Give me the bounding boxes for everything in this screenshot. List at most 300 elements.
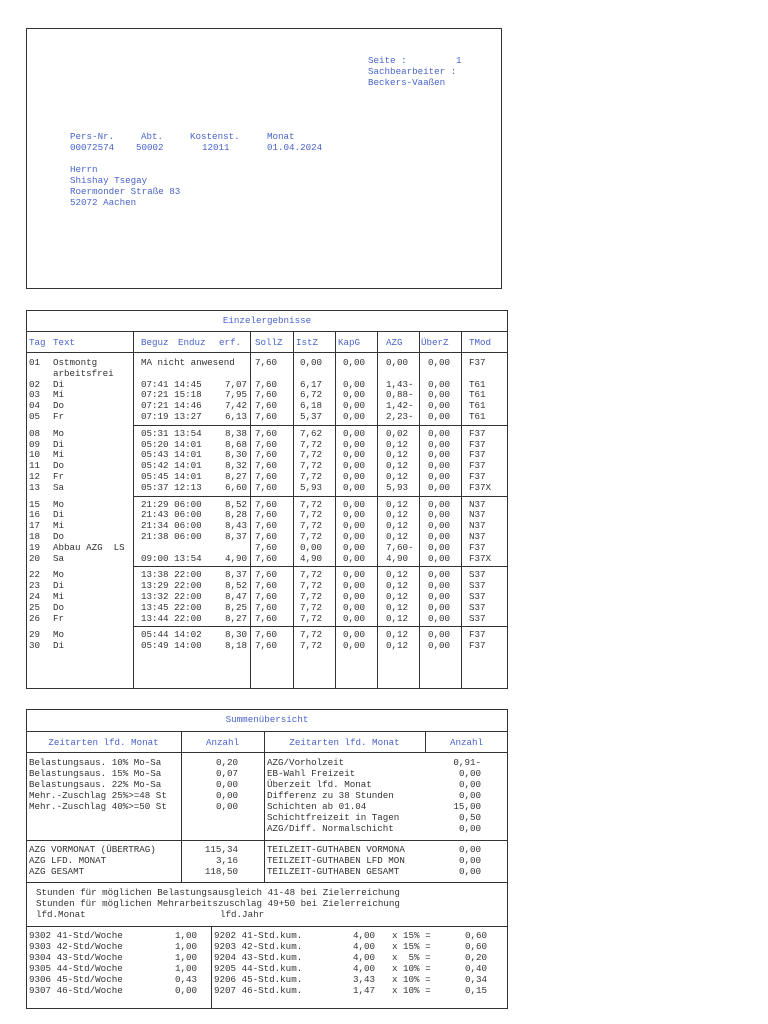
row-uberz: 0,00: [428, 569, 451, 581]
row-tag: 26: [29, 612, 41, 624]
row-sollz: 7,60: [255, 640, 278, 652]
row-sollz: 7,60: [255, 569, 278, 581]
row-tmod: F37: [469, 541, 486, 553]
row-uberz: 0,00: [428, 531, 451, 542]
summe-label: Schichtfreizeit in Tagen: [267, 812, 400, 823]
row-times: 05:49 14:00: [141, 640, 202, 652]
row-text: Sa: [53, 552, 65, 564]
row-erf: 4,90: [224, 552, 247, 564]
row-uberz: 0,00: [428, 591, 451, 602]
row-kapg: 0,00: [343, 460, 366, 472]
row-erf: 7,07: [224, 378, 247, 390]
row-erf: 8,30: [224, 449, 247, 461]
row-uberz: 0,00: [428, 427, 451, 439]
row-uberz: 0,00: [428, 629, 451, 641]
row-erf: 8,18: [224, 640, 247, 652]
row-kapg: 0,00: [343, 438, 366, 450]
row-tmod: S37: [469, 591, 486, 602]
row-sollz: 7,60: [255, 438, 278, 450]
row-erf: 8,25: [224, 601, 247, 613]
row-text: Di: [53, 438, 65, 450]
header-zeitarten-right: Zeitarten lfd. Monat: [289, 737, 400, 748]
teilzeit-label: TEILZEIT-GUTHABEN VORMONA: [267, 844, 405, 855]
stunden-value: 1,00: [174, 963, 197, 974]
teilzeit-value: 0,00: [458, 855, 481, 866]
summe-value: 0,00: [458, 823, 481, 834]
row-sollz: 7,60: [255, 498, 278, 510]
stunden-result: 0,20: [464, 952, 487, 963]
row-text: Mo: [53, 498, 65, 510]
row-tmod: S37: [469, 601, 486, 613]
summe-label: Differenz zu 38 Stunden: [267, 790, 394, 801]
col-header-kapg: KapG: [338, 337, 361, 348]
row-tmod: F37: [469, 629, 486, 641]
row-sollz: 7,60: [255, 541, 278, 553]
row-text: Do: [53, 400, 65, 412]
row-sollz: 7,60: [255, 460, 278, 472]
row-kapg: 0,00: [343, 591, 366, 602]
summe-label: Belastungsaus. 15% Mo-Sa: [29, 768, 162, 779]
note-line: Stunden für möglichen Belastungsausgleich 41-48 bei Zielerreichung: [36, 887, 400, 898]
row-tag: 05: [29, 411, 41, 422]
row-azg: 7,60-: [386, 541, 414, 553]
row-sollz: 7,60: [255, 427, 278, 439]
row-kapg: 0,00: [343, 498, 366, 510]
row-tag: 02: [29, 378, 41, 390]
kostenst-label: Kostenst.: [190, 131, 240, 142]
col-header-beguz: Beguz: [141, 337, 169, 348]
row-uberz: 0,00: [428, 552, 451, 564]
row-tag: 12: [29, 471, 41, 482]
summe-value: 0,00: [215, 801, 238, 812]
row-erf: 8,43: [224, 520, 247, 532]
row-azg: 0,12: [386, 449, 409, 461]
col-header-sollz: SollZ: [255, 337, 283, 348]
abt-value: 50002: [136, 142, 164, 153]
row-erf: 8,32: [224, 460, 247, 472]
row-text: Do: [53, 601, 65, 613]
row-uberz: 0,00: [428, 601, 451, 613]
address-line: 52072 Aachen: [70, 197, 137, 208]
row-tmod: T61: [469, 400, 486, 412]
row-times: 07:41 14:45: [141, 378, 202, 390]
row-tmod: F37: [469, 357, 486, 368]
row-times: 13:38 22:00: [141, 569, 202, 581]
row-kapg: 0,00: [343, 481, 366, 493]
monat-value: 01.04.2024: [267, 142, 323, 153]
address-line: Shishay Tsegay: [70, 175, 148, 186]
stunden-kum-code: 9202 41-Std.kum.: [214, 930, 303, 941]
stunden-result: 0,40: [464, 963, 487, 974]
stunden-pct: x 10% =: [392, 963, 431, 974]
row-erf: 8,28: [224, 509, 247, 521]
azg-label: AZG VORMONAT (ÜBERTRAG): [29, 844, 156, 855]
row-erf: 8,68: [224, 438, 247, 450]
row-tag: 22: [29, 569, 41, 581]
row-times: 09:00 13:54: [141, 552, 202, 564]
row-istz: 4,90: [300, 552, 323, 564]
col-header-text: Text: [53, 337, 76, 348]
stunden-code: 9307 46-Std/Woche: [29, 985, 123, 996]
row-tag: 01: [29, 357, 41, 368]
col-header-uberz: ÜberZ: [421, 337, 449, 348]
einzelergebnisse-title: Einzelergebnisse: [222, 315, 312, 326]
azg-label: AZG GESAMT: [29, 866, 85, 877]
stunden-value: 1,00: [174, 952, 197, 963]
row-istz: 6,17: [300, 378, 323, 390]
kostenst-value: 12011: [202, 142, 230, 153]
row-sollz: 7,60: [255, 531, 278, 542]
row-times: 05:37 12:13: [141, 481, 202, 493]
col-header-enduz: Enduz: [178, 337, 206, 348]
col-header-tmod: TMod: [469, 337, 492, 348]
summe-label: Mehr.-Zuschlag 40%>=50 St: [29, 801, 167, 812]
row-sollz: 7,60: [255, 552, 278, 564]
row-text: Sa: [53, 481, 65, 493]
summe-label: EB-Wahl Freizeit: [267, 768, 356, 779]
row-erf: 8,37: [224, 569, 247, 581]
stunden-kum-value: 1,47: [352, 985, 375, 996]
row-tag: 09: [29, 438, 41, 450]
stunden-kum-code: 9206 45-Std.kum.: [214, 974, 303, 985]
summe-value: 0,00: [215, 779, 238, 790]
summe-label: Schichten ab 01.04: [267, 801, 367, 812]
row-azg: 0,12: [386, 520, 409, 532]
teilzeit-value: 0,00: [458, 844, 481, 855]
row-azg: 0,12: [386, 569, 409, 581]
row-kapg: 0,00: [343, 580, 366, 592]
col-header-azg: AZG: [386, 337, 403, 348]
monat-label: Monat: [267, 131, 295, 142]
row-azg: 0,12: [386, 612, 409, 624]
row-tag: 11: [29, 460, 41, 472]
row-tag: 23: [29, 580, 41, 592]
row-azg: 0,12: [386, 601, 409, 613]
row-azg: 0,88-: [386, 389, 414, 401]
stunden-kum-code: 9203 42-Std.kum.: [214, 941, 303, 952]
row-times: 05:44 14:02: [141, 629, 202, 641]
stunden-kum-value: 3,43: [352, 974, 375, 985]
col-header-erf: erf.: [219, 337, 242, 348]
row-istz: 7,72: [300, 471, 323, 482]
row-istz: 7,72: [300, 460, 323, 472]
summe-label: Belastungsaus. 22% Mo-Sa: [29, 779, 162, 790]
row-uberz: 0,00: [428, 460, 451, 472]
summe-value: 0,00: [458, 768, 481, 779]
row-tmod: F37X: [469, 552, 492, 564]
summe-label: Belastungsaus. 10% Mo-Sa: [29, 757, 162, 768]
stunden-pct: x 10% =: [392, 974, 431, 985]
stunden-kum-value: 4,00: [352, 941, 375, 952]
pers-nr-label: Pers-Nr.: [70, 131, 115, 142]
azg-value: 115,34: [204, 844, 238, 855]
row-tag: 04: [29, 400, 41, 412]
stunden-pct: x 15% =: [392, 941, 431, 952]
row-erf: 8,27: [224, 471, 247, 482]
stunden-code: 9306 45-Std/Woche: [29, 974, 123, 985]
row-times: 21:34 06:00: [141, 520, 202, 532]
stunden-kum-value: 4,00: [352, 930, 375, 941]
row-text: Mi: [53, 389, 65, 401]
row-text: Di: [53, 640, 65, 652]
row-kapg: 0,00: [343, 378, 366, 390]
row-uberz: 0,00: [428, 438, 451, 450]
row-erf: 8,37: [224, 531, 247, 542]
row-kapg: 0,00: [343, 471, 366, 482]
stunden-pct: x 10% =: [392, 985, 431, 996]
row-istz: 7,72: [300, 591, 323, 602]
stunden-value: 1,00: [174, 941, 197, 952]
row-tag: 24: [29, 591, 41, 602]
summenuebersicht-title: Summenübersicht: [225, 714, 309, 725]
row-kapg: 0,00: [343, 400, 366, 412]
row-istz: 7,72: [300, 580, 323, 592]
summe-value: 0,91-: [453, 757, 481, 768]
row-times: 05:45 14:01: [141, 471, 202, 482]
row-istz: 7,72: [300, 531, 323, 542]
stunden-kum-value: 4,00: [352, 963, 375, 974]
row-tag: 18: [29, 531, 41, 542]
row-times: 21:29 06:00: [141, 498, 202, 510]
row-sollz: 7,60: [255, 389, 278, 401]
row-tag: 19: [29, 541, 41, 553]
row-azg: 0,02: [386, 427, 409, 439]
row-azg: 0,12: [386, 460, 409, 472]
row-azg: 1,43-: [386, 378, 414, 390]
summe-value: 0,07: [215, 768, 238, 779]
row-tmod: T61: [469, 378, 486, 390]
row-tmod: F37: [469, 427, 486, 439]
azg-value: 118,50: [204, 866, 238, 877]
row-azg: 2,23-: [386, 411, 414, 422]
row-tmod: F37: [469, 449, 486, 461]
row-tag: 30: [29, 640, 41, 652]
row-uberz: 0,00: [428, 449, 451, 461]
col-header-istz: IstZ: [296, 337, 319, 348]
row-azg: 0,12: [386, 580, 409, 592]
row-uberz: 0,00: [428, 640, 451, 652]
row-sollz: 7,60: [255, 378, 278, 390]
row-tmod: N37: [469, 531, 486, 542]
row-sollz: 7,60: [255, 580, 278, 592]
row-azg: 0,12: [386, 591, 409, 602]
stunden-result: 0,60: [464, 930, 487, 941]
row-istz: 7,72: [300, 612, 323, 624]
row-uberz: 0,00: [428, 411, 451, 422]
stunden-kum-code: 9207 46-Std.kum.: [214, 985, 303, 996]
row-azg: 0,12: [386, 640, 409, 652]
row-times: 13:45 22:00: [141, 601, 202, 613]
stunden-pct: x 5% =: [392, 952, 431, 963]
stunden-kum-code: 9204 43-Std.kum.: [214, 952, 303, 963]
seite-label: Seite :: [368, 55, 407, 66]
row-erf: 8,38: [224, 427, 247, 439]
row-uberz: 0,00: [428, 520, 451, 532]
azg-value: 3,16: [215, 855, 238, 866]
row-azg: 0,12: [386, 498, 409, 510]
row-times: 13:32 22:00: [141, 591, 202, 602]
row-istz: 7,72: [300, 438, 323, 450]
row-sollz: 7,60: [255, 449, 278, 461]
row-istz: 7,72: [300, 640, 323, 652]
lfd-jahr-label: lfd.Jahr: [220, 909, 265, 920]
row-times: 05:43 14:01: [141, 449, 202, 461]
row-text: Fr: [53, 612, 65, 624]
address-line: Herrn: [70, 164, 98, 175]
row-tag: 17: [29, 520, 41, 532]
row-uberz: 0,00: [428, 357, 451, 368]
row-times: 21:38 06:00: [141, 531, 202, 542]
row-text: Mo: [53, 427, 65, 439]
row-tmod: S37: [469, 580, 486, 592]
row-sollz: 7,60: [255, 411, 278, 422]
stunden-result: 0,15: [464, 985, 487, 996]
row-times: 05:42 14:01: [141, 460, 202, 472]
row-uberz: 0,00: [428, 481, 451, 493]
row-tmod: F37X: [469, 481, 492, 493]
col-header-tag: Tag: [29, 337, 46, 348]
row-uberz: 0,00: [428, 541, 451, 553]
row-kapg: 0,00: [343, 552, 366, 564]
stunden-result: 0,34: [464, 974, 487, 985]
row-erf: 8,47: [224, 591, 247, 602]
row-istz: 6,18: [300, 400, 323, 412]
row-text: arbeitsfrei: [53, 367, 114, 379]
summe-value: 0,00: [458, 779, 481, 790]
row-text: Fr: [53, 411, 65, 422]
row-kapg: 0,00: [343, 509, 366, 521]
row-kapg: 0,00: [343, 612, 366, 624]
stunden-result: 0,60: [464, 941, 487, 952]
row-tag: 10: [29, 449, 41, 461]
row-tmod: F37: [469, 471, 486, 482]
summe-value: 0,50: [458, 812, 481, 823]
row-azg: 0,12: [386, 629, 409, 641]
sachbearbeiter-label: Sachbearbeiter :: [368, 66, 457, 77]
row-text: Abbau AZG LS: [53, 541, 125, 553]
row-tmod: S37: [469, 612, 486, 624]
row-erf: 8,52: [224, 580, 247, 592]
row-tag: 15: [29, 498, 41, 510]
summe-label: AZG/Vorholzeit: [267, 757, 345, 768]
row-kapg: 0,00: [343, 629, 366, 641]
row-istz: 7,72: [300, 520, 323, 532]
row-kapg: 0,00: [343, 357, 366, 368]
row-uberz: 0,00: [428, 509, 451, 521]
row-uberz: 0,00: [428, 471, 451, 482]
row-uberz: 0,00: [428, 389, 451, 401]
row-istz: 7,62: [300, 427, 323, 439]
stunden-pct: x 15% =: [392, 930, 431, 941]
row-text: Mi: [53, 449, 65, 461]
row-text: Do: [53, 460, 65, 472]
row-istz: 6,72: [300, 389, 323, 401]
summe-label: Mehr.-Zuschlag 25%>=48 St: [29, 790, 167, 801]
row-times: 07:21 15:18: [141, 389, 202, 401]
row-kapg: 0,00: [343, 601, 366, 613]
row-tag: 13: [29, 481, 41, 493]
row-kapg: 0,00: [343, 541, 366, 553]
row-sollz: 7,60: [255, 591, 278, 602]
row-text: Di: [53, 378, 65, 390]
stunden-code: 9303 42-Std/Woche: [29, 941, 123, 952]
row-sollz: 7,60: [255, 481, 278, 493]
row-kapg: 0,00: [343, 449, 366, 461]
row-istz: 5,93: [300, 481, 323, 493]
row-erf: 8,30: [224, 629, 247, 641]
row-tmod: F37: [469, 640, 486, 652]
row-uberz: 0,00: [428, 498, 451, 510]
stunden-code: 9302 41-Std/Woche: [29, 930, 123, 941]
sachbearbeiter-name: Beckers-Vaaßen: [368, 77, 446, 88]
row-tmod: N37: [469, 509, 486, 521]
row-erf: 6,60: [224, 481, 247, 493]
row-azg: 1,42-: [386, 400, 414, 412]
stunden-code: 9305 44-Std/Woche: [29, 963, 123, 974]
summe-value: 0,00: [458, 790, 481, 801]
teilzeit-label: TEILZEIT-GUTHABEN LFD MON: [267, 855, 405, 866]
seite-value: 1: [456, 55, 462, 66]
row-istz: 7,72: [300, 498, 323, 510]
row-sollz: 7,60: [255, 357, 278, 368]
row-times: 07:19 13:27: [141, 411, 202, 422]
header-zeitarten-left: Zeitarten lfd. Monat: [48, 737, 159, 748]
row-times: MA nicht anwesend: [141, 357, 235, 368]
summe-label: AZG/Diff. Normalschicht: [267, 823, 394, 834]
row-tag: 08: [29, 427, 41, 439]
row-uberz: 0,00: [428, 612, 451, 624]
row-text: Fr: [53, 471, 65, 482]
row-text: Do: [53, 531, 65, 542]
stunden-value: 0,43: [174, 974, 197, 985]
row-text: Mi: [53, 591, 65, 602]
lfd-monat-label: lfd.Monat: [36, 909, 86, 920]
row-times: 13:44 22:00: [141, 612, 202, 624]
row-tmod: S37: [469, 569, 486, 581]
row-tag: 16: [29, 509, 41, 521]
address-line: Roermonder Straße 83: [70, 186, 181, 197]
row-azg: 0,00: [386, 357, 409, 368]
summe-value: 0,20: [215, 757, 238, 768]
row-istz: 7,72: [300, 449, 323, 461]
row-istz: 7,72: [300, 601, 323, 613]
row-istz: 0,00: [300, 357, 323, 368]
row-tmod: N37: [469, 520, 486, 532]
row-tmod: T61: [469, 411, 486, 422]
stunden-value: 0,00: [174, 985, 197, 996]
row-uberz: 0,00: [428, 580, 451, 592]
stunden-value: 1,00: [174, 930, 197, 941]
summe-label: Überzeit lfd. Monat: [267, 779, 372, 790]
row-azg: 4,90: [386, 552, 409, 564]
row-erf: 8,52: [224, 498, 247, 510]
abt-label: Abt.: [141, 131, 164, 142]
row-erf: 7,42: [224, 400, 247, 412]
header-anzahl-left: Anzahl: [205, 737, 240, 748]
row-sollz: 7,60: [255, 400, 278, 412]
row-kapg: 0,00: [343, 640, 366, 652]
row-tag: 25: [29, 601, 41, 613]
row-kapg: 0,00: [343, 531, 366, 542]
row-istz: 7,72: [300, 629, 323, 641]
azg-label: AZG LFD. MONAT: [29, 855, 107, 866]
row-tag: 29: [29, 629, 41, 641]
note-line: Stunden für möglichen Mehrarbeitszuschlag 49+50 bei Zielerreichung: [36, 898, 400, 909]
row-times: 21:43 06:00: [141, 509, 202, 521]
row-kapg: 0,00: [343, 389, 366, 401]
row-tmod: T61: [469, 389, 486, 401]
row-times: 07:21 14:46: [141, 400, 202, 412]
